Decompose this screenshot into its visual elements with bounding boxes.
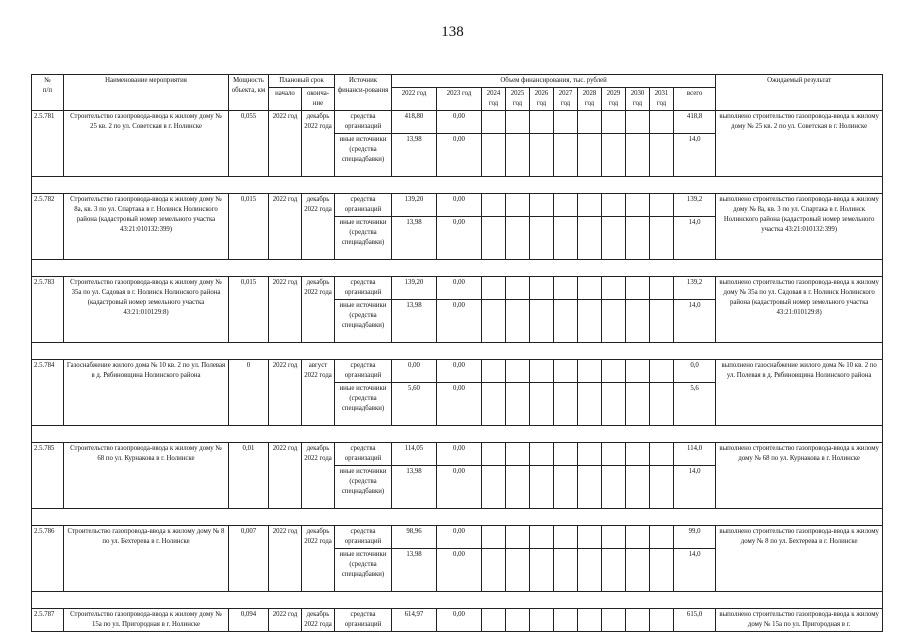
amount-2022: 13,98 [392, 549, 437, 592]
object-power: 0,007 [229, 526, 269, 592]
amount-2023: 0,00 [437, 383, 482, 426]
funding-source: иные источники (средства спецнадбавки) [335, 134, 392, 177]
measure-name: Газоснабжение жилого дома № 10 кв. 2 по ул. Полевая в д. Рябиновщина Нолинского района [64, 360, 229, 426]
measure-name: Строительство газопровода-ввода к жилому дому № 35а по ул. Садовая в г. Нолинск Нолинского района (кадастровый номер земельного участка 43:21:010129:8) [64, 277, 229, 343]
amount-empty-year [554, 466, 578, 509]
amount-empty-year [554, 549, 578, 592]
spacer-cell [32, 260, 883, 277]
amount-empty-year [530, 383, 554, 426]
row-spacer [32, 177, 883, 194]
amount-empty-year [602, 526, 626, 549]
header-year: 2022 год [392, 88, 437, 111]
amount-empty-year [506, 443, 530, 466]
amount-empty-year [530, 194, 554, 217]
object-power: 0,015 [229, 194, 269, 260]
plan-start: 2022 год [269, 609, 302, 632]
amount-empty-year [626, 609, 650, 632]
expected-result: выполнено строительство газопровода-ввода к жилому дому № 15а по ул. Пригородная в г. [716, 609, 883, 632]
table-row [32, 360, 883, 383]
amount-empty-year [482, 609, 506, 632]
amount-empty-year [578, 111, 602, 134]
amount-empty-year [650, 300, 674, 343]
amount-empty-year [554, 134, 578, 177]
header-year: 2028 год [578, 88, 602, 111]
plan-end: декабрь 2022 года [302, 194, 335, 260]
plan-start: 2022 год [269, 111, 302, 177]
header-num: № п/п [32, 75, 64, 111]
amount-empty-year [626, 383, 650, 426]
amount-total: 14,0 [674, 217, 716, 260]
amount-empty-year [482, 217, 506, 260]
financing-table [31, 74, 883, 632]
amount-empty-year [650, 526, 674, 549]
amount-2022: 0,00 [392, 360, 437, 383]
amount-empty-year [578, 277, 602, 300]
amount-2022: 418,80 [392, 111, 437, 134]
amount-empty-year [650, 360, 674, 383]
measure-name: Строительство газопровода-ввода к жилому дому № 68 по ул. Курнакова в г. Нолинске [64, 443, 229, 509]
amount-empty-year [482, 360, 506, 383]
amount-empty-year [530, 111, 554, 134]
amount-empty-year [506, 526, 530, 549]
spacer-cell [32, 177, 883, 194]
amount-empty-year [506, 549, 530, 592]
expected-result: выполнено газоснабжение жилого дома № 10 кв. 2 по ул. Полевая в д. Рябиновщина Нолинского района [716, 360, 883, 426]
plan-end: декабрь 2022 года [302, 526, 335, 592]
amount-empty-year [554, 609, 578, 632]
row-spacer [32, 343, 883, 360]
plan-end: декабрь 2022 года [302, 609, 335, 632]
amount-empty-year [554, 360, 578, 383]
header-year: 2029 год [602, 88, 626, 111]
funding-source: средства организаций [335, 443, 392, 466]
amount-empty-year [650, 217, 674, 260]
amount-empty-year [602, 466, 626, 509]
object-power: 0 [229, 360, 269, 426]
funding-source: иные источники (средства спецнадбавки) [335, 383, 392, 426]
spacer-cell [32, 509, 883, 526]
amount-total: 0,0 [674, 360, 716, 383]
amount-2023: 0,00 [437, 217, 482, 260]
amount-empty-year [554, 300, 578, 343]
row-number: 2.5.785 [32, 443, 64, 509]
header-end: оконча-ние [302, 88, 335, 111]
amount-empty-year [602, 443, 626, 466]
amount-empty-year [554, 217, 578, 260]
amount-empty-year [506, 609, 530, 632]
table-row [32, 111, 883, 134]
row-number: 2.5.784 [32, 360, 64, 426]
amount-2022: 13,98 [392, 466, 437, 509]
row-spacer [32, 592, 883, 609]
amount-empty-year [482, 277, 506, 300]
plan-start: 2022 год [269, 194, 302, 260]
amount-2022: 98,96 [392, 526, 437, 549]
amount-empty-year [650, 111, 674, 134]
amount-empty-year [554, 443, 578, 466]
row-spacer [32, 426, 883, 443]
expected-result: выполнено строительство газопровода-ввода к жилому дому № 68 по ул. Курнакова в г. Нолинске [716, 443, 883, 509]
header-year: 2030 год [626, 88, 650, 111]
amount-empty-year [602, 134, 626, 177]
amount-total: 14,0 [674, 134, 716, 177]
amount-empty-year [650, 134, 674, 177]
header-year: 2031 год [650, 88, 674, 111]
amount-empty-year [578, 466, 602, 509]
amount-total: 14,0 [674, 300, 716, 343]
amount-empty-year [650, 443, 674, 466]
amount-2022: 5,60 [392, 383, 437, 426]
amount-empty-year [626, 277, 650, 300]
funding-source: иные источники (средства спецнадбавки) [335, 217, 392, 260]
amount-total: 418,8 [674, 111, 716, 134]
amount-empty-year [602, 277, 626, 300]
amount-2023: 0,00 [437, 194, 482, 217]
amount-empty-year [482, 134, 506, 177]
amount-empty-year [506, 360, 530, 383]
amount-empty-year [626, 549, 650, 592]
expected-result: выполнено строительство газопровода-ввода к жилому дому № 8а, кв. 3 по ул. Спартака в г. Нолинск Нолинского района (кадастровый номер земельного участка 43:21:010132:399) [716, 194, 883, 260]
amount-empty-year [650, 383, 674, 426]
amount-empty-year [482, 383, 506, 426]
header-year: 2026 год [530, 88, 554, 111]
plan-start: 2022 год [269, 277, 302, 343]
amount-empty-year [506, 217, 530, 260]
amount-empty-year [530, 466, 554, 509]
amount-2023: 0,00 [437, 277, 482, 300]
header-result: Ожидаемый результат [716, 75, 883, 111]
plan-start: 2022 год [269, 360, 302, 426]
amount-empty-year [554, 111, 578, 134]
amount-empty-year [482, 300, 506, 343]
object-power: 0,055 [229, 111, 269, 177]
amount-empty-year [578, 443, 602, 466]
amount-2022: 13,98 [392, 217, 437, 260]
amount-total: 5,6 [674, 383, 716, 426]
amount-empty-year [578, 609, 602, 632]
amount-2023: 0,00 [437, 300, 482, 343]
amount-empty-year [578, 134, 602, 177]
amount-2022: 13,98 [392, 134, 437, 177]
header-year: 2024 год [482, 88, 506, 111]
object-power: 0,015 [229, 277, 269, 343]
amount-total: 615,0 [674, 609, 716, 632]
amount-empty-year [506, 194, 530, 217]
funding-source: иные источники (средства спецнадбавки) [335, 466, 392, 509]
amount-2022: 139,20 [392, 194, 437, 217]
header-funding: Объем финансирования, тыс. рублей [392, 75, 716, 88]
measure-name: Строительство газопровода-ввода к жилому дому № 8а, кв. 3 по ул. Спартака в г. Нолинск Нолинского района (кадастровый номер земельного участка 43:21:010132:399) [64, 194, 229, 260]
row-number: 2.5.781 [32, 111, 64, 177]
amount-total: 114,0 [674, 443, 716, 466]
amount-empty-year [626, 300, 650, 343]
amount-empty-year [626, 466, 650, 509]
amount-empty-year [482, 194, 506, 217]
amount-empty-year [530, 217, 554, 260]
amount-empty-year [626, 360, 650, 383]
amount-empty-year [578, 217, 602, 260]
amount-2022: 614,97 [392, 609, 437, 632]
amount-total: 14,0 [674, 549, 716, 592]
amount-empty-year [602, 549, 626, 592]
amount-empty-year [578, 300, 602, 343]
amount-empty-year [530, 134, 554, 177]
table-row [32, 526, 883, 549]
amount-empty-year [602, 111, 626, 134]
amount-empty-year [554, 383, 578, 426]
funding-source: иные источники (средства спецнадбавки) [335, 300, 392, 343]
expected-result: выполнено строительство газопровода-ввода к жилому дому № 25 кв. 2 по ул. Советская в г. Нолинске [716, 111, 883, 177]
amount-empty-year [506, 300, 530, 343]
amount-2023: 0,00 [437, 134, 482, 177]
measure-name: Строительство газопровода-ввода к жилому дому № 25 кв. 2 по ул. Советская в г. Нолинске [64, 111, 229, 177]
amount-empty-year [482, 111, 506, 134]
row-number: 2.5.782 [32, 194, 64, 260]
amount-empty-year [506, 134, 530, 177]
amount-2023: 0,00 [437, 526, 482, 549]
amount-empty-year [530, 526, 554, 549]
amount-empty-year [578, 549, 602, 592]
amount-empty-year [626, 111, 650, 134]
amount-empty-year [602, 609, 626, 632]
object-power: 0,094 [229, 609, 269, 632]
amount-empty-year [650, 549, 674, 592]
row-number: 2.5.783 [32, 277, 64, 343]
spacer-cell [32, 592, 883, 609]
header-year: 2025 год [506, 88, 530, 111]
amount-empty-year [530, 549, 554, 592]
plan-end: декабрь 2022 года [302, 277, 335, 343]
amount-empty-year [602, 360, 626, 383]
amount-2023: 0,00 [437, 466, 482, 509]
amount-empty-year [530, 609, 554, 632]
amount-empty-year [554, 194, 578, 217]
amount-total: 139,2 [674, 277, 716, 300]
header-start: начало [269, 88, 302, 111]
funding-source: средства организаций [335, 111, 392, 134]
amount-empty-year [650, 466, 674, 509]
amount-2023: 0,00 [437, 443, 482, 466]
amount-2023: 0,00 [437, 609, 482, 632]
table-row [32, 277, 883, 300]
funding-source: средства организаций [335, 277, 392, 300]
table-row [32, 194, 883, 217]
amount-empty-year [602, 300, 626, 343]
amount-empty-year [506, 277, 530, 300]
funding-source: средства организаций [335, 360, 392, 383]
row-number: 2.5.787 [32, 609, 64, 632]
header-year: 2023 год [437, 88, 482, 111]
amount-empty-year [482, 443, 506, 466]
amount-2022: 13,98 [392, 300, 437, 343]
amount-2023: 0,00 [437, 111, 482, 134]
header-year: 2027 год [554, 88, 578, 111]
expected-result: выполнено строительство газопровода-ввода к жилому дому № 35а по ул. Садовая в г. Нолинск Нолинского района (кадастровый номер земельного участка 43:21:010129:8) [716, 277, 883, 343]
funding-source: средства организаций [335, 194, 392, 217]
amount-empty-year [626, 526, 650, 549]
amount-empty-year [554, 526, 578, 549]
amount-empty-year [482, 549, 506, 592]
header-power: Мощность объекта, км [229, 75, 269, 111]
amount-empty-year [530, 443, 554, 466]
amount-empty-year [602, 194, 626, 217]
header-total: всего [674, 88, 716, 111]
amount-2023: 0,00 [437, 360, 482, 383]
row-spacer [32, 509, 883, 526]
spacer-cell [32, 426, 883, 443]
row-number: 2.5.786 [32, 526, 64, 592]
plan-start: 2022 год [269, 526, 302, 592]
object-power: 0,01 [229, 443, 269, 509]
table-row [32, 609, 883, 632]
plan-end: август 2022 года [302, 360, 335, 426]
plan-end: декабрь 2022 года [302, 111, 335, 177]
page-number: 138 [441, 24, 464, 40]
amount-empty-year [482, 526, 506, 549]
header-name: Наименование мероприятия [64, 75, 229, 111]
amount-total: 99,0 [674, 526, 716, 549]
amount-empty-year [506, 383, 530, 426]
amount-empty-year [602, 217, 626, 260]
amount-empty-year [578, 360, 602, 383]
spacer-cell [32, 343, 883, 360]
amount-empty-year [626, 194, 650, 217]
amount-empty-year [650, 277, 674, 300]
amount-2023: 0,00 [437, 549, 482, 592]
amount-empty-year [530, 300, 554, 343]
table-header [32, 75, 883, 111]
amount-total: 14,0 [674, 466, 716, 509]
expected-result: выполнено строительство газопровода-ввода к жилому дому № 8 по ул. Бехтерева в г. Нолинске [716, 526, 883, 592]
amount-empty-year [602, 383, 626, 426]
amount-empty-year [578, 526, 602, 549]
amount-empty-year [626, 134, 650, 177]
plan-start: 2022 год [269, 443, 302, 509]
plan-end: декабрь 2022 года [302, 443, 335, 509]
table-row [32, 443, 883, 466]
table-body [32, 111, 883, 632]
header-plan: Плановый срок [269, 75, 335, 88]
funding-source: средства организаций [335, 609, 392, 632]
amount-empty-year [626, 443, 650, 466]
amount-empty-year [578, 194, 602, 217]
amount-empty-year [530, 360, 554, 383]
amount-empty-year [506, 466, 530, 509]
amount-total: 139,2 [674, 194, 716, 217]
amount-empty-year [650, 609, 674, 632]
amount-empty-year [578, 383, 602, 426]
funding-source: иные источники (средства спецнадбавки) [335, 549, 392, 592]
amount-empty-year [554, 277, 578, 300]
amount-empty-year [482, 466, 506, 509]
funding-source: средства организаций [335, 526, 392, 549]
amount-empty-year [626, 217, 650, 260]
measure-name: Строительство газопровода-ввода к жилому дому № 15а по ул. Пригородная в г. Нолинске [64, 609, 229, 632]
measure-name: Строительство газопровода-ввода к жилому дому № 8 по ул. Бехтерева в г. Нолинске [64, 526, 229, 592]
amount-empty-year [530, 277, 554, 300]
header-source: Источник финанси-рования [335, 75, 392, 111]
amount-empty-year [506, 111, 530, 134]
amount-empty-year [650, 194, 674, 217]
amount-2022: 139,20 [392, 277, 437, 300]
amount-2022: 114,05 [392, 443, 437, 466]
row-spacer [32, 260, 883, 277]
